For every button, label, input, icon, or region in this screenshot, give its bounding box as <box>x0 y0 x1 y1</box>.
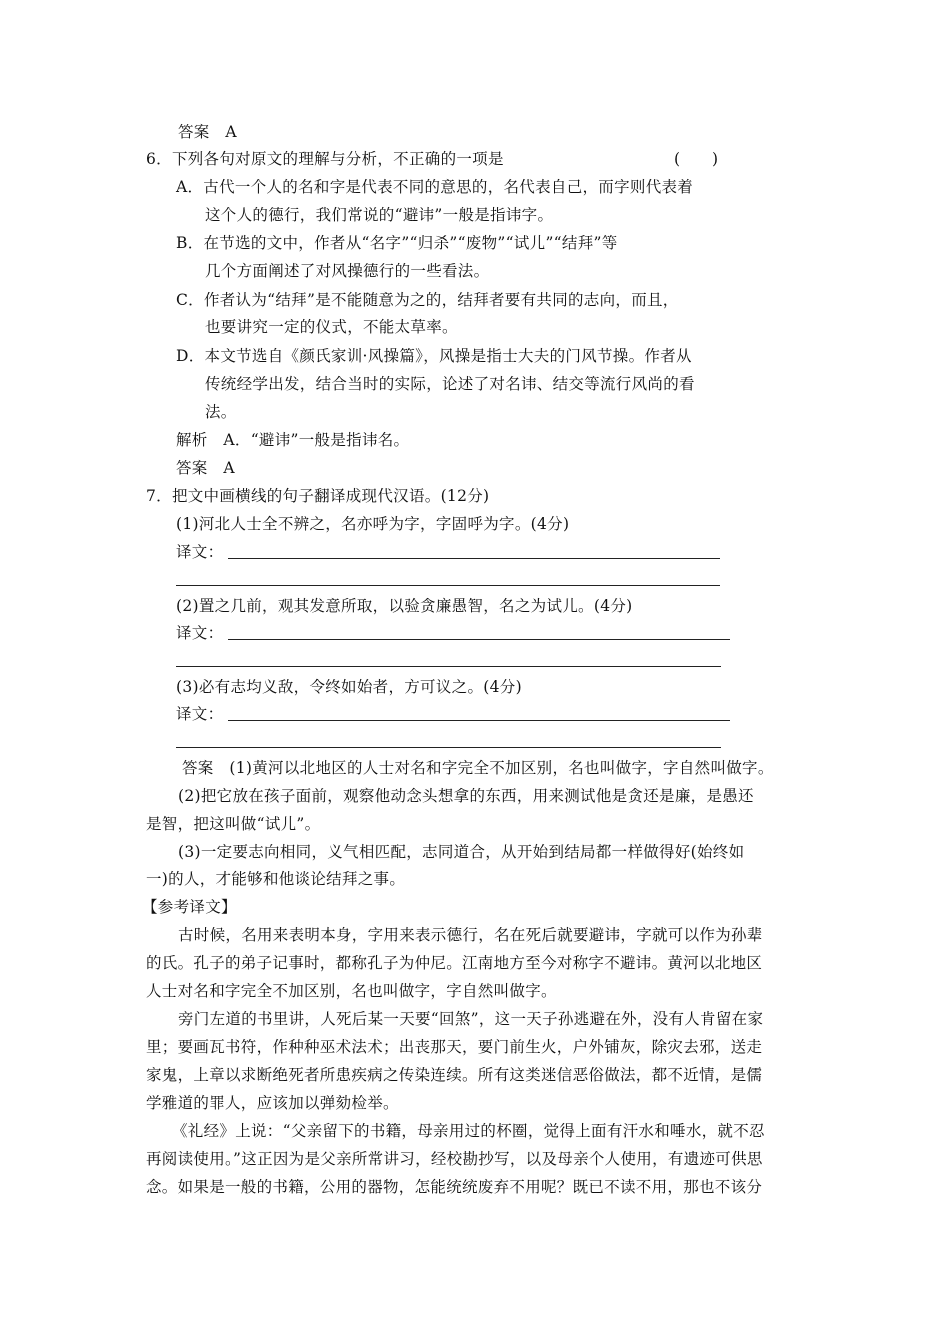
q6-option-b-line1: B．在节选的文中，作者从“名字”“归杀”“废物”“试儿”“结拜”等 <box>176 234 618 252</box>
q6-option-d-line3: 法。 <box>205 403 237 421</box>
q6-stem: 6．下列各句对原文的理解与分析，不正确的一项是 <box>146 150 504 168</box>
reference-p3-line1: 《礼经》上说：“父亲留下的书籍，母亲用过的杯圈，觉得上面有汗水和唾水，就不忍 <box>172 1122 765 1140</box>
q7-sentence-3: (3)必有志均义敌，令终如始者，方可议之。(4分) <box>176 678 522 696</box>
q7-answer-2-line1: (2)把它放在孩子面前，观察他动念头想拿的东西，用来测试他是贪还是廉，是愚还 <box>178 787 754 805</box>
q6-answer: 答案 A <box>176 459 235 477</box>
reference-p1-line3: 人士对名和字完全不加区别，名也叫做字，字自然叫做字。 <box>146 982 557 1000</box>
q7-answer-line-2a[interactable] <box>228 639 730 640</box>
reference-p2-line2: 里；要画瓦书符，作种种巫术法术；出丧那天，要门前生火，户外铺灰，除灾去邪，送走 <box>146 1038 763 1056</box>
q7-translation-label-2: 译文： <box>176 624 224 642</box>
q7-answer-3-line2: 一)的人，才能够和他谈论结拜之事。 <box>146 870 406 888</box>
q7-sentence-1: (1)河北人士全不辨之，名亦呼为字，字固呼为字。(4分) <box>176 515 570 533</box>
reference-p1-line1: 古时候，名用来表明本身，字用来表示德行，名在死后就要避讳，字就可以作为孙辈 <box>178 926 763 944</box>
reference-translation-heading: 【参考译文】 <box>142 898 237 916</box>
reference-p1-line2: 的氏。孔子的弟子记事时，都称孔子为仲尼。江南地方至今对称字不避讳。黄河以北地区 <box>146 954 763 972</box>
q7-answer-2-line2: 是智，把这叫做“试儿”。 <box>146 815 321 833</box>
reference-p2-line1: 旁门左道的书里讲，人死后某一天要“回煞”，这一天子孙逃避在外，没有人肯留在家 <box>178 1010 764 1028</box>
q7-answer-line-3a[interactable] <box>228 720 730 721</box>
q7-answer-line-3b[interactable] <box>176 747 721 748</box>
reference-p2-line3: 家鬼，上章以求断绝死者所患疾病之传染连续。所有这类迷信恶俗做法，都不近情，是儒 <box>146 1066 763 1084</box>
q7-translation-label-3: 译文： <box>176 705 224 723</box>
q6-option-c-line1: C．作者认为“结拜”是不能随意为之的，结拜者要有共同的志向，而且， <box>176 291 679 309</box>
q6-option-c-line2: 也要讲究一定的仪式，不能太草率。 <box>205 318 458 336</box>
q6-option-d-line1: D．本文节选自《颜氏家训·风操篇》，风操是指士大夫的门风节操。作者从 <box>176 347 692 365</box>
q6-option-b-line2: 几个方面阐述了对风操德行的一些看法。 <box>205 262 490 280</box>
q7-translation-label-1: 译文： <box>176 543 224 561</box>
q7-answer-1: 答案 (1)黄河以北地区的人士对名和字完全不加区别，名也叫做字，字自然叫做字。 <box>182 759 774 777</box>
q7-stem: 7．把文中画横线的句子翻译成现代汉语。(12分) <box>146 487 490 505</box>
reference-p3-line3: 念。如果是一般的书籍，公用的器物，怎能统统废弃不用呢？既已不读不用，那也不该分 <box>146 1178 763 1196</box>
q7-answer-line-1a[interactable] <box>228 558 720 559</box>
q7-sentence-2: (2)置之几前，观其发意所取，以验贪廉愚智，名之为试儿。(4分) <box>176 597 633 615</box>
q5-answer: 答案 A <box>178 123 237 141</box>
q6-option-a-line2: 这个人的德行，我们常说的“避讳”一般是指讳字。 <box>205 206 554 224</box>
reference-p2-line4: 学雅道的罪人，应该加以弹劾检举。 <box>146 1094 399 1112</box>
q6-option-a-line1: A．古代一个人的名和字是代表不同的意思的，名代表自己，而字则代表着 <box>176 178 694 196</box>
q7-answer-3-line1: (3)一定要志向相同，义气相匹配，志同道合，从开始到结局都一样做得好(始终如 <box>178 843 745 861</box>
q6-option-d-line2: 传统经学出发，结合当时的实际，论述了对名讳、结交等流行风尚的看 <box>205 375 695 393</box>
q7-answer-line-1b[interactable] <box>176 585 720 586</box>
reference-p3-line2: 再阅读使用。”这正因为是父亲所常讲习，经校勘抄写，以及母亲个人使用，有遗迹可供思 <box>146 1150 763 1168</box>
q7-answer-line-2b[interactable] <box>176 666 721 667</box>
q6-analysis: 解析 A．“避讳”一般是指讳名。 <box>176 431 410 449</box>
q6-answer-bracket: ( ) <box>674 150 719 168</box>
